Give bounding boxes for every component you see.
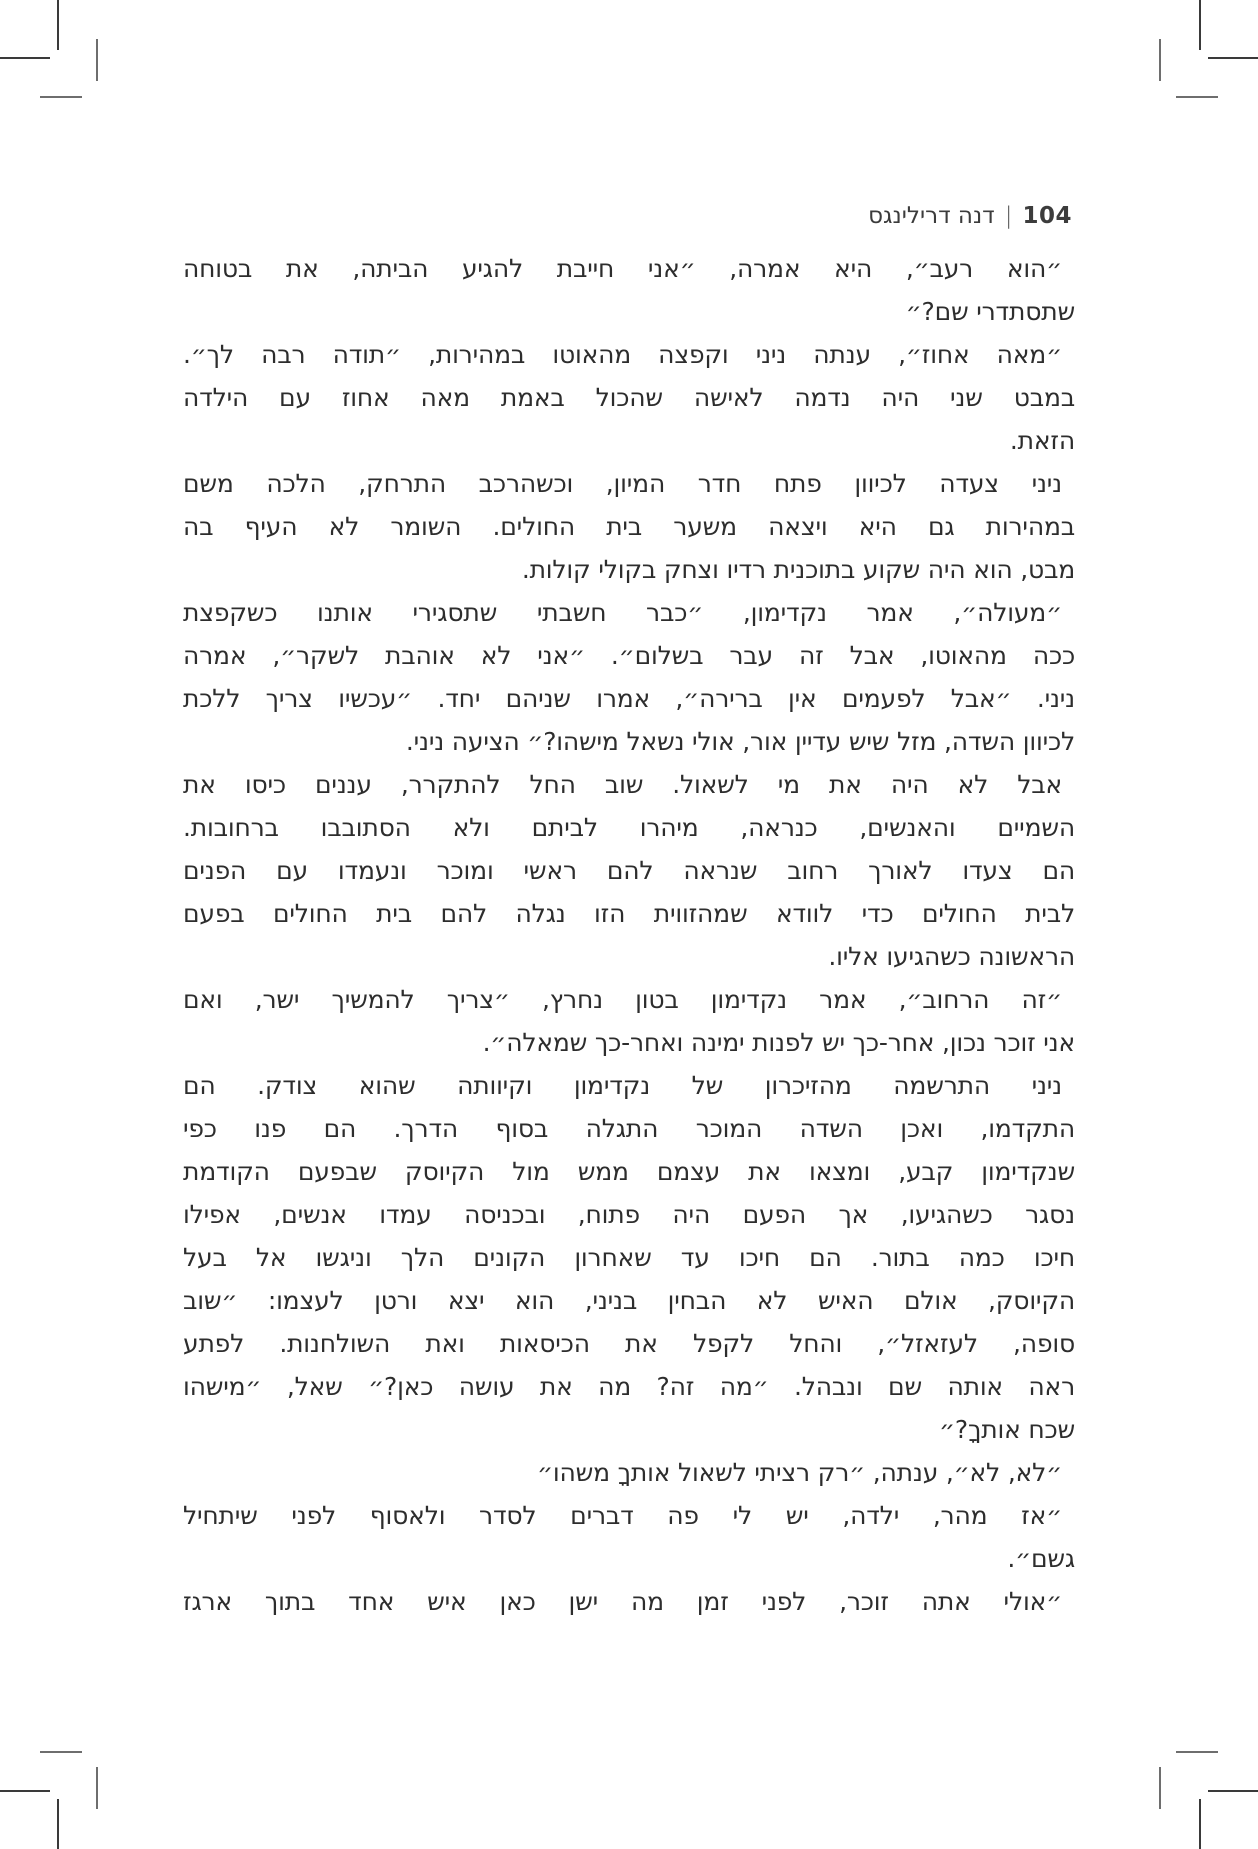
paragraph [183,1451,1075,1494]
text-line: לכיוון השדה, מזל שיש עדיין אור, אולי נשאל מישהו?״ הציעה ניני. [405,727,1075,756]
text-line: הקיוסק, אולם האיש לא הבחין בניני, הוא יצא ורטן לעצמו: ״שוב [183,1286,1075,1315]
crop-mark [1176,96,1218,98]
text-line: ״מאה אחוז״, ענתה ניני וקפצה מהאוטו במהירות, ״תודה רבה לך״. [183,340,1062,369]
text-line: לבית החולים כדי לוודא שמהזווית הזו נגלה להם בית החולים בפעם [183,899,1075,928]
crop-mark [0,1790,50,1792]
body-text [183,247,1075,1623]
paragraph [183,247,1075,333]
paragraph [183,462,1075,591]
text-line: השמיים והאנשים, כנראה, מיהרו לביתם ולא הסתובבו ברחובות. [183,813,1075,842]
text-line: הראשונה כשהגיעו אליו. [828,942,1075,971]
crop-mark [1199,0,1201,50]
text-line: מבט, הוא היה שקוע בתוכנית רדיו וצחק בקולי קולות. [521,555,1075,584]
text-line: ״הוא רעב״, היא אמרה, ״אני חייבת להגיע הביתה, את בטוחה [183,254,1062,283]
crop-mark [1159,1767,1161,1809]
text-line: שנקדימון קבע, ומצאו את עצמם ממש מול הקיוסק שבפעם הקודמת [183,1157,1075,1186]
crop-mark [57,1799,59,1849]
paragraph [183,763,1075,978]
paragraph [183,1064,1075,1451]
text-line: ״מעולה״, אמר נקדימון, ״כבר חשבתי שתסגירי אותנו כשקפצת [183,598,1062,627]
text-line: ככה מהאוטו, אבל זה עבר בשלום״. ״אני לא אוהבת לשקר״, אמרה [183,641,1075,670]
text-line: הזאת. [1009,426,1075,455]
text-line: התקדמו, ואכן השדה המוכר התגלה בסוף הדרך. הם פנו כפי [183,1114,1075,1143]
page-number: 104 [1022,203,1072,229]
crop-mark [40,1751,82,1753]
paragraph [183,591,1075,763]
text-line: נסגר כשהגיעו, אך הפעם היה פתוח, ובכניסה עמדו אנשים, אפילו [183,1200,1075,1229]
paragraph [183,333,1075,462]
text-line: אני זוכר נכון, אחר-כך יש לפנות ימינה ואחר-כך שמאלה״. [482,1028,1075,1057]
paragraph [183,978,1075,1064]
text-line: הם צעדו לאורך רחוב שנראה להם ראשי ומוכר ונעמדו עם הפנים [183,856,1075,885]
text-line: אבל לא היה את מי לשאול. שוב החל להתקרר, עננים כיסו את [183,770,1062,799]
text-line: ״זה הרחוב״, אמר נקדימון בטון נחרץ, ״צריך להמשיך ישר, ואם [183,985,1062,1014]
text-line: שכח אותךָ?״ [939,1415,1075,1444]
crop-mark [0,57,50,59]
author-name: דנה דרילינגס [868,203,995,229]
running-head [868,203,1072,229]
crop-mark [96,39,98,81]
text-line: ראה אותה שם ונבהל. ״מה זה? מה את עושה כאן?״ שאל, ״מישהו [183,1372,1075,1401]
text-line: ניני צעדה לכיוון פתח חדר המיון, וכשהרכב התרחק, הלכה משם [183,469,1062,498]
crop-mark [1208,57,1258,59]
crop-mark [1176,1751,1218,1753]
crop-mark [40,96,82,98]
crop-mark [57,0,59,50]
text-line: ״לא, לא״, ענתה, ״רק רציתי לשאול אותךָ משהו״ [536,1458,1062,1487]
text-line: במהירות גם היא ויצאה משער בית החולים. השומר לא העיף בה [183,512,1075,541]
text-line: חיכו כמה בתור. הם חיכו עד שאחרון הקונים הלך וניגשו אל בעל [183,1243,1075,1272]
text-line: סופה, לעזאזל״, והחל לקפל את הכיסאות ואת השולחנות. לפתע [183,1329,1075,1358]
text-line: גשם״. [1007,1544,1075,1573]
crop-mark [1208,1790,1258,1792]
crop-mark [96,1767,98,1809]
paragraph [183,1580,1075,1623]
header-separator: | [1004,203,1013,229]
text-line: ניני התרשמה מהזיכרון של נקדימון וקיוותה שהוא צודק. הם [183,1071,1062,1100]
text-line: ״אז מהר, ילדה, יש לי פה דברים לסדר ולאסוף לפני שיתחיל [183,1501,1062,1530]
text-line: ״אולי אתה זוכר, לפני זמן מה ישן כאן איש אחד בתוך ארגז [183,1587,1062,1616]
text-line: ניני. ״אבל לפעמים אין ברירה״, אמרו שניהם יחד. ״עכשיו צריך ללכת [183,684,1075,713]
crop-mark [1199,1799,1201,1849]
crop-mark [1159,39,1161,81]
paragraph [183,1494,1075,1580]
text-line: במבט שני היה נדמה לאישה שהכול באמת מאה אחוז עם הילדה [183,383,1075,412]
text-line: שתסתדרי שם?״ [905,297,1075,326]
